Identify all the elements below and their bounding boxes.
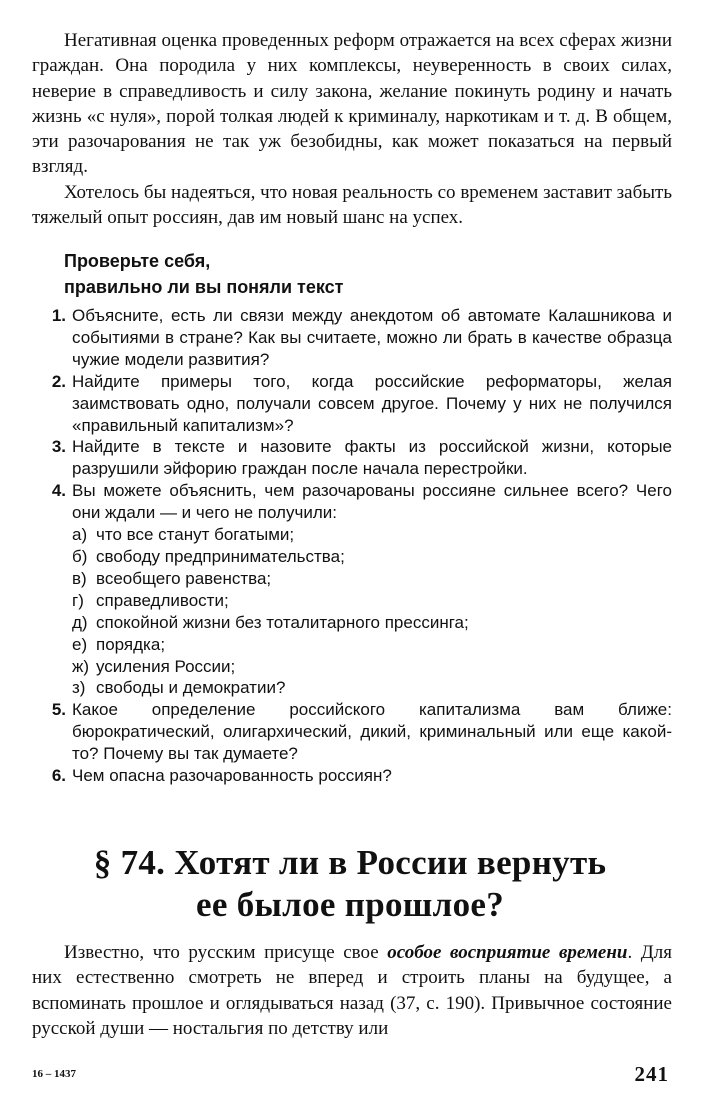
answer-option [72,524,672,546]
answer-option [72,677,672,699]
option-text: свободы и демократии? [96,678,286,698]
option-letter: в) [72,568,87,588]
question-text: Объясните, есть ли связи между анекдотом об автомате Калашникова и событиями в стране? Как вы считаете, можно ли брать в качестве образца чужие модели развития? [72,306,672,369]
question-list [40,305,672,787]
option-letter: а) [72,525,88,545]
intro-paragraph-1: Негативная оценка проведенных реформ отражается на всех сферах жизни граждан. Она породила у них комплексы, неуверенность в своих силах, неверие в справедливость и силу закона, желание покинуть родину и начать жизнь «с нуля», порой толкая людей к криминалу, наркотикам и т. д. В общем, эти разочарования не так уж безобидны, как может показаться на первый взгляд. [32,30,672,178]
emphasized-term: особое восприятие времени [387,942,628,963]
option-text: справедливости; [96,590,229,610]
section-body-text [32,940,672,1041]
question-text: Какое определение российского капитализма вам ближе: бюрократический, олигархический, дикий, криминальный или еще какой-то? Почему вы так думаете? [72,700,672,764]
answer-option [72,568,672,590]
option-text: свободу предпринимательства; [96,546,345,566]
question-text: Найдите примеры того, когда российские реформаторы, желая заимствовать одно, получали совсем другое. Почему у них не получился «правильный капитализм»? [72,371,672,435]
option-letter: б) [72,546,88,566]
print-signature-code: 16 – 1437 [32,1068,76,1080]
question-item-2 [40,371,672,437]
answer-options [72,524,672,699]
option-letter: е) [72,634,88,654]
question-number: 6. [51,766,66,786]
question-number: 4. [51,481,66,501]
question-number: 1. [51,306,66,325]
section-title-line-2: ее былое прошлое? [195,885,505,924]
section-paragraph [32,940,672,1041]
question-number: 2. [51,371,66,391]
section-title [40,842,660,926]
option-letter: з) [72,678,86,698]
question-item-3 [40,436,672,480]
paragraph-text-rest: . Для них естественно смотреть не вперед и строить планы на будущее, а вспоминать прошлое и оглядываться назад (37, с. 190). Привычное состояние русской души — ностальгия по детству или [32,942,672,1039]
answer-option [72,612,672,634]
question-item-4 [40,480,672,699]
option-text: порядка; [96,634,166,654]
option-letter: ж) [72,656,90,676]
question-item-6 [40,765,672,787]
option-text: что все станут богатыми; [96,525,295,545]
paragraph-text-start: Известно, что русским присуще свое [64,942,388,963]
intro-text [32,28,672,230]
page-number: 241 [634,1062,669,1086]
question-item-1 [40,305,672,371]
option-text: всеобщего равенства; [96,568,272,588]
self-check-heading-line-1: Проверьте себя, [64,251,211,271]
section-title-line-1: § 74. Хотят ли в России вернуть [93,843,607,882]
intro-paragraph-2: Хотелось бы надеяться, что новая реальность со временем заставит забыть тяжелый опыт россиян, дав им новый шанс на успех. [32,181,672,229]
question-text: Найдите в тексте и назовите факты из российской жизни, которые разрушили эйфорию граждан после начала перестройки. [72,437,672,479]
answer-option [72,634,672,656]
option-text: спокойной жизни без тоталитарного прессинга; [96,612,469,632]
question-text: Чем опасна разочарованность россиян? [72,766,392,786]
self-check-heading [64,248,664,300]
option-letter: г) [72,590,84,610]
answer-option [72,546,672,568]
answer-option [72,656,672,678]
question-text: Вы можете объяснить, чем разочарованы россияне сильнее всего? Чего они ждали — и чего не получили: [72,481,672,523]
question-number: 3. [51,437,66,457]
question-number: 5. [51,700,66,720]
self-check-heading-line-2: правильно ли вы поняли текст [64,277,344,297]
question-item-5 [40,699,672,765]
option-letter: д) [72,612,88,632]
answer-option [72,590,672,612]
option-text: усиления России; [96,656,236,676]
